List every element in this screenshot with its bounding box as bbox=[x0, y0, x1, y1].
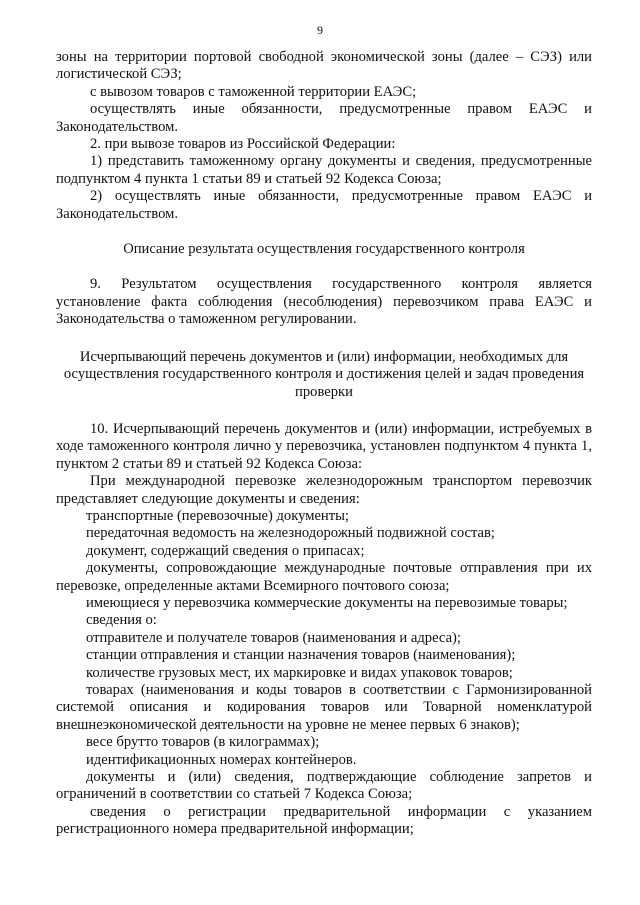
paragraph: 10. Исчерпывающий перечень документов и (или) информации, истребуемых в ходе таможенного контроля лично у перевозчика, установлен подпунктом 4 пункта 1, пунктом 2 статьи 89 и статьей 92 Кодекса Союза: bbox=[56, 420, 592, 472]
list-item: документы, сопровождающие международные почтовые отправления при их перевозке, определенные актами Всемирного почтового союза; bbox=[56, 560, 592, 594]
paragraph: 9. Результатом осуществления государственного контроля является установление факта соблюдения (несоблюдения) перевозчиком права ЕАЭС и Законодательства о таможенном регулировании. bbox=[56, 276, 592, 328]
list-item: станции отправления и станции назначения товаров (наименования); bbox=[86, 647, 516, 664]
section-heading: Исчерпывающий перечень документов и (или) информации, необходимых для осуществления государственного контроля и достижения целей и задач проведения проверки bbox=[63, 348, 585, 400]
list-item: документы и (или) сведения, подтверждающие соблюдение запретов и ограничений в соответствии со статьей 7 Кодекса Союза; bbox=[56, 769, 592, 803]
paragraph: 2. при вывозе товаров из Российской Федерации: bbox=[90, 136, 396, 153]
paragraph: 2) осуществлять иные обязанности, предусмотренные правом ЕАЭС и Законодательством. bbox=[56, 188, 592, 222]
document-body bbox=[56, 49, 592, 839]
list-item: передаточная ведомость на железнодорожный подвижной состав; bbox=[86, 525, 495, 542]
paragraph: 1) представить таможенному органу документы и сведения, предусмотренные подпунктом 4 пункта 1 статьи 89 и статьей 92 Кодекса Союза; bbox=[56, 153, 592, 187]
paragraph: осуществлять иные обязанности, предусмотренные правом ЕАЭС и Законодательством. bbox=[56, 101, 592, 135]
paragraph: При международной перевозке железнодорожным транспортом перевозчик представляет следующие документы и сведения: bbox=[56, 473, 592, 507]
list-item: транспортные (перевозочные) документы; bbox=[86, 507, 349, 524]
list-item: сведения о: bbox=[86, 612, 157, 629]
list-item: имеющиеся у перевозчика коммерческие документы на перевозимые товары; bbox=[86, 594, 568, 611]
list-item: отправителе и получателе товаров (наименования и адреса); bbox=[86, 629, 461, 646]
paragraph: с вывозом товаров с таможенной территории ЕАЭС; bbox=[90, 83, 417, 100]
section-heading: Описание результата осуществления государственного контроля bbox=[123, 241, 525, 258]
page-number: 9 bbox=[317, 23, 323, 37]
list-item: количестве грузовых мест, их маркировке и видах упаковок товаров; bbox=[86, 664, 513, 681]
list-item: весе брутто товаров (в килограммах); bbox=[86, 734, 320, 751]
paragraph: зоны на территории портовой свободной экономической зоны (далее – СЭЗ) или логистической СЭЗ; bbox=[56, 49, 592, 83]
list-item: товарах (наименования и коды товаров в соответствии с Гармонизированной системой описания и кодирования товаров или Товарной номенклатурой внешнеэкономической деятельности на уровне не менее первых 6 знаков); bbox=[56, 682, 592, 733]
list-item: сведения о регистрации предварительной информации с указанием регистрационного номера предварительной информации; bbox=[56, 803, 592, 838]
list-item: идентификационных номерах контейнеров. bbox=[86, 751, 357, 768]
list-item: документ, содержащий сведения о припасах; bbox=[86, 542, 365, 559]
